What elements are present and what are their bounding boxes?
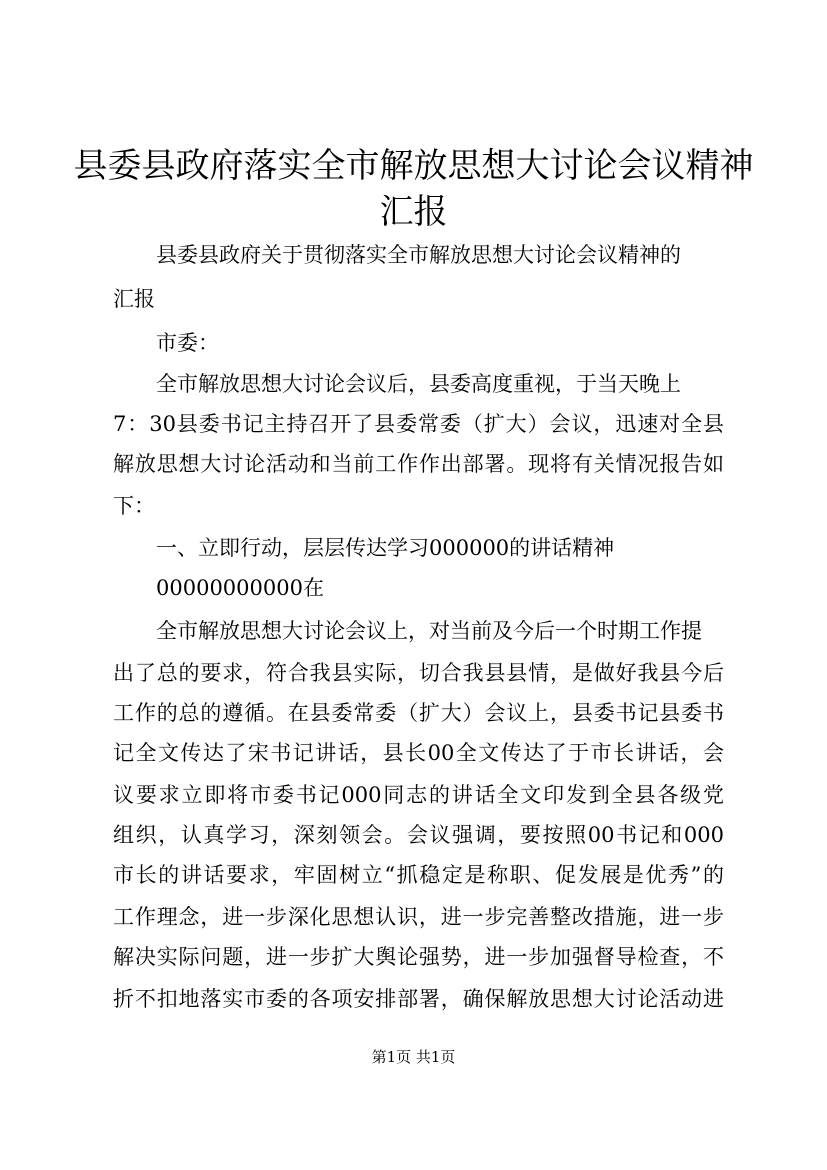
body-text-line: 出了总的要求，符合我县实际，切合我县县情，是做好我县今后 (113, 661, 724, 685)
body-text-line: 工作的总的遵循。在县委常委（扩大）会议上，县委书记县委书 (113, 701, 724, 725)
body-text-line: 7：30县委书记主持召开了县委常委（扩大）会议，迅速对全县 (113, 412, 724, 436)
subject-line: 县委县政府关于贯彻落实全市解放思想大讨论会议精神的 (156, 243, 681, 267)
body-text-line: 00000000000在 (156, 576, 324, 600)
body-text-line: 折不扣地落实市委的各项安排部署，确保解放思想大讨论活动进 (113, 987, 724, 1011)
body-text-line: 下： (113, 494, 155, 518)
document-title-line-1: 县委县政府落实全市解放思想大讨论会议精神 (73, 146, 754, 186)
body-text-line: 工作理念，进一步深化思想认识，进一步完善整改措施，进一步 (113, 905, 724, 929)
body-text-line: 记全文传达了宋书记讲话，县长00全文传达了于市长讲话，会 (113, 741, 724, 765)
body-text-line: 全市解放思想大讨论会议后，县委高度重视，于当天晚上 (156, 372, 681, 396)
body-text-line: 全市解放思想大讨论会议上，对当前及今后一个时期工作提 (156, 619, 702, 643)
salutation: 市委： (156, 331, 219, 355)
body-text-line: 组织，认真学习，深刻领会。会议强调，要按照00书记和000 (113, 823, 724, 847)
subject-line-cont: 汇报 (113, 287, 155, 311)
document-title-line-2: 汇报 (379, 192, 448, 232)
section-heading: 一、立即行动，层层传达学习000000的讲话精神 (156, 536, 615, 560)
body-text-line: 解放思想大讨论活动和当前工作作出部署。现将有关情况报告如 (113, 452, 724, 476)
body-text-line: 解决实际问题，进一步扩大舆论强势，进一步加强督导检查，不 (113, 945, 724, 969)
body-text-line: 市长的讲话要求，牢固树立“抓稳定是称职、促发展是优秀”的 (113, 863, 724, 887)
body-text-line: 议要求立即将市委书记000同志的讲话全文印发到全县各级党 (113, 783, 724, 807)
page-number-footer: 第1页 共1页 (371, 1048, 456, 1066)
